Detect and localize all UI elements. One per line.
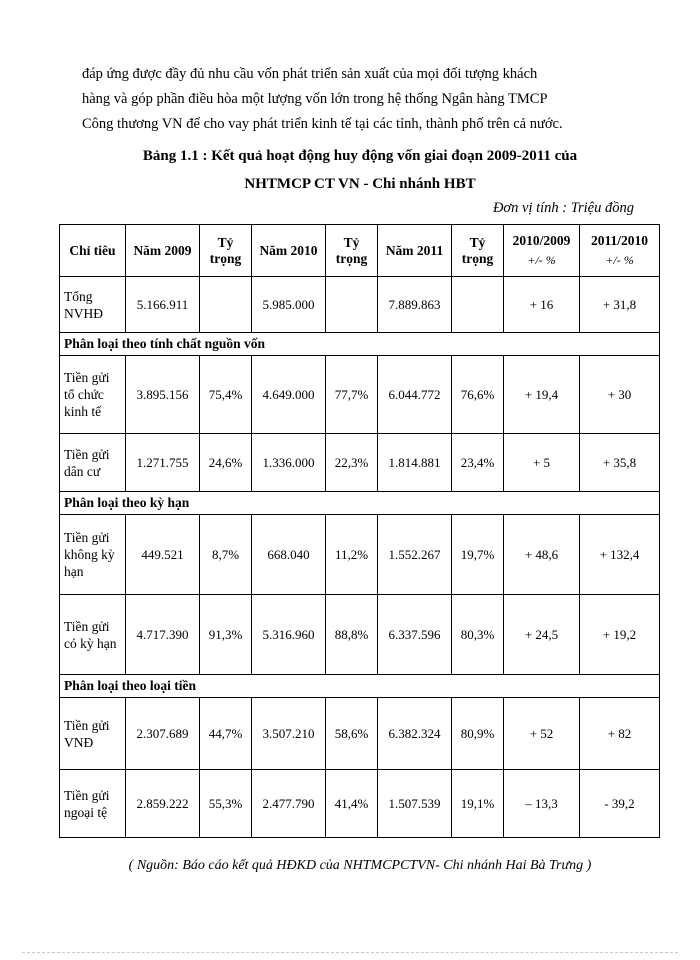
table-row-term-deposits (60, 595, 660, 675)
table-row-vnd-deposits (60, 698, 660, 770)
cell-weight-2010: 41,4% (326, 770, 378, 838)
row-label: Tiền gửi tổ chức kinh tế (60, 356, 126, 434)
cell-weight-2011: 23,4% (452, 434, 504, 492)
intro-paragraph (82, 62, 634, 137)
table-row-resident-deposits (60, 434, 660, 492)
table-title-line-2: NHTMCP CT VN - Chi nhánh HBT (244, 176, 476, 192)
cell-value-2011: 1.507.539 (378, 770, 452, 838)
cell-weight-2011 (452, 277, 504, 333)
cell-change-2010-2009: + 5 (504, 434, 580, 492)
section-row-currency (60, 675, 660, 698)
cell-change-2011-2010: + 82 (580, 698, 660, 770)
cell-value-2011: 6.044.772 (378, 356, 452, 434)
cell-change-2010-2009: + 52 (504, 698, 580, 770)
paragraph-line: hàng và góp phần điều hòa một lượng vốn lớn trong hệ thống Ngân hàng TMCP (82, 91, 548, 107)
cell-weight-2011: 80,9% (452, 698, 504, 770)
page-footer-divider (22, 952, 678, 953)
header-change-sub: +/- % (527, 253, 556, 267)
header-indicator: Chỉ tiêu (60, 225, 126, 277)
cell-value-2009: 2.859.222 (126, 770, 200, 838)
cell-weight-2009 (200, 277, 252, 333)
header-change-2010-2009 (504, 225, 580, 277)
cell-value-2009: 5.166.911 (126, 277, 200, 333)
cell-change-2011-2010: + 30 (580, 356, 660, 434)
section-label: Phân loại theo loại tiền (60, 675, 660, 698)
header-change-2011-2010 (580, 225, 660, 277)
cell-change-2011-2010: + 35,8 (580, 434, 660, 492)
deposit-table (59, 224, 660, 838)
cell-weight-2009: 55,3% (200, 770, 252, 838)
cell-value-2011: 7.889.863 (378, 277, 452, 333)
cell-weight-2010: 22,3% (326, 434, 378, 492)
cell-weight-2009: 8,7% (200, 515, 252, 595)
row-label: Tiền gửi không kỳ hạn (60, 515, 126, 595)
cell-value-2009: 449.521 (126, 515, 200, 595)
cell-weight-2011: 19,1% (452, 770, 504, 838)
cell-weight-2009: 75,4% (200, 356, 252, 434)
cell-value-2010: 4.649.000 (252, 356, 326, 434)
cell-value-2009: 1.271.755 (126, 434, 200, 492)
row-label: Tiền gửi VNĐ (60, 698, 126, 770)
header-year-2010: Năm 2010 (252, 225, 326, 277)
cell-weight-2010: 11,2% (326, 515, 378, 595)
cell-weight-2011: 80,3% (452, 595, 504, 675)
table-row-org-deposits (60, 356, 660, 434)
cell-weight-2010 (326, 277, 378, 333)
row-label: Tiền gửi có kỳ hạn (60, 595, 126, 675)
cell-value-2010: 668.040 (252, 515, 326, 595)
cell-value-2010: 2.477.790 (252, 770, 326, 838)
paragraph-line: Công thương VN để cho vay phát triển kinh tế tại các tỉnh, thành phố trên cả nước. (82, 116, 563, 132)
source-note: ( Nguồn: Báo cáo kết quả HĐKD của NHTMCPCTVN- Chi nhánh Hai Bà Trưng ) (128, 858, 592, 873)
cell-value-2011: 6.382.324 (378, 698, 452, 770)
cell-change-2011-2010: + 19,2 (580, 595, 660, 675)
cell-change-2010-2009: + 16 (504, 277, 580, 333)
cell-weight-2009: 24,6% (200, 434, 252, 492)
cell-weight-2011: 19,7% (452, 515, 504, 595)
table-row-nonterm-deposits (60, 515, 660, 595)
cell-value-2011: 6.337.596 (378, 595, 452, 675)
table-row-total (60, 277, 660, 333)
cell-weight-2011: 76,6% (452, 356, 504, 434)
header-change-label: 2010/2009 (512, 233, 571, 248)
paragraph-line: đáp ứng được đầy đủ nhu cầu vốn phát triển sản xuất của mọi đối tượng khách (82, 66, 538, 82)
cell-change-2010-2009: + 19,4 (504, 356, 580, 434)
cell-weight-2010: 77,7% (326, 356, 378, 434)
header-weight-2011: Tỷ trọng (452, 225, 504, 277)
table-row-fx-deposits (60, 770, 660, 838)
row-label: Tiền gửi dân cư (60, 434, 126, 492)
cell-weight-2009: 44,7% (200, 698, 252, 770)
cell-value-2009: 4.717.390 (126, 595, 200, 675)
cell-weight-2010: 88,8% (326, 595, 378, 675)
cell-value-2009: 2.307.689 (126, 698, 200, 770)
header-year-2011: Năm 2011 (378, 225, 452, 277)
row-label: Tiền gửi ngoại tệ (60, 770, 126, 838)
section-row-term (60, 492, 660, 515)
header-weight-2009: Tỷ trọng (200, 225, 252, 277)
cell-value-2010: 5.316.960 (252, 595, 326, 675)
cell-weight-2010: 58,6% (326, 698, 378, 770)
section-label: Phân loại theo kỳ hạn (60, 492, 660, 515)
row-label: Tổng NVHĐ (60, 277, 126, 333)
cell-value-2010: 5.985.000 (252, 277, 326, 333)
header-change-label: 2011/2010 (590, 233, 648, 248)
header-year-2009: Năm 2009 (126, 225, 200, 277)
section-label: Phân loại theo tính chất nguồn vốn (60, 333, 660, 356)
cell-change-2011-2010: - 39,2 (580, 770, 660, 838)
header-weight-2010: Tỷ trọng (326, 225, 378, 277)
section-row-nature (60, 333, 660, 356)
cell-value-2011: 1.552.267 (378, 515, 452, 595)
cell-change-2010-2009: – 13,3 (504, 770, 580, 838)
table-header-row (60, 225, 660, 277)
cell-change-2010-2009: + 48,6 (504, 515, 580, 595)
cell-weight-2009: 91,3% (200, 595, 252, 675)
cell-change-2011-2010: + 31,8 (580, 277, 660, 333)
cell-value-2009: 3.895.156 (126, 356, 200, 434)
cell-value-2011: 1.814.881 (378, 434, 452, 492)
header-change-sub: +/- % (605, 253, 634, 267)
cell-change-2010-2009: + 24,5 (504, 595, 580, 675)
cell-change-2011-2010: + 132,4 (580, 515, 660, 595)
table-title-line-1: Bảng 1.1 : Kết quả hoạt động huy động vốn giai đoạn 2009-2011 của (142, 148, 578, 164)
cell-value-2010: 3.507.210 (252, 698, 326, 770)
unit-label: Đơn vị tính : Triệu đồng (492, 200, 634, 216)
cell-value-2010: 1.336.000 (252, 434, 326, 492)
